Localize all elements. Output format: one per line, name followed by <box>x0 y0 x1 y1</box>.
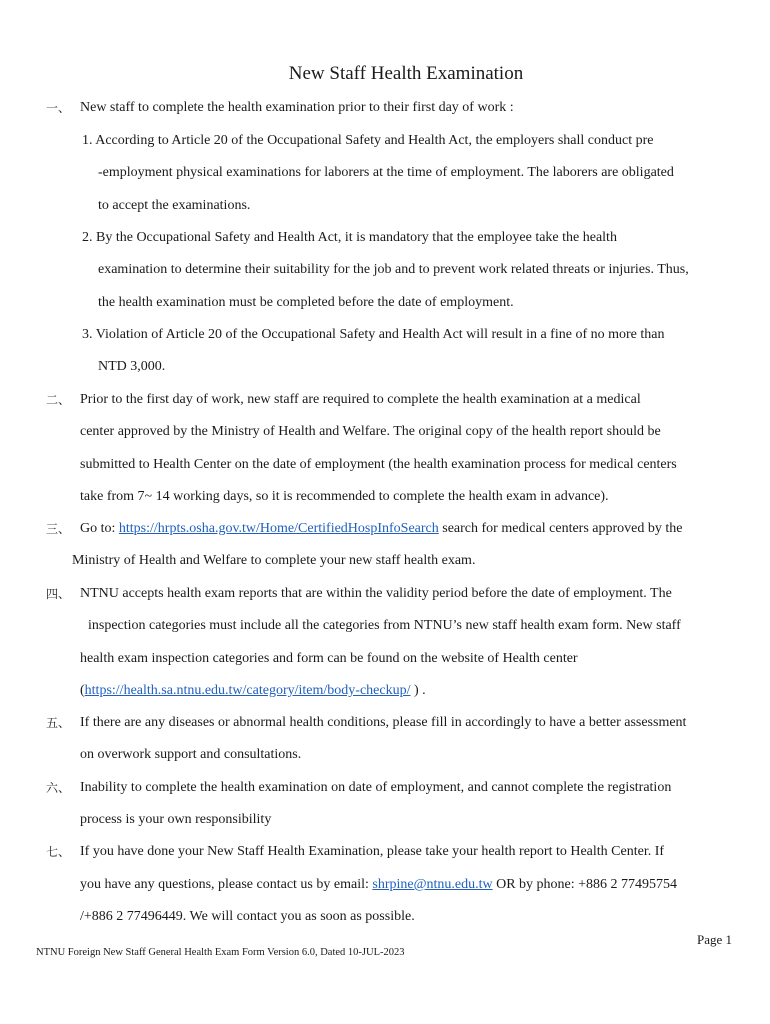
section-3-marker: 三、 <box>46 522 71 536</box>
page-title: New Staff Health Examination <box>288 63 524 84</box>
item-2-line-1: 2. By the Occupational Safety and Health Act, it is mandatory that the employee take the health <box>82 230 617 245</box>
section-2-marker: 二、 <box>46 393 71 407</box>
section-7-marker: 七、 <box>46 845 71 859</box>
health-center-body-checkup-link[interactable]: https://health.sa.ntnu.edu.tw/category/item/body-checkup/ <box>84 683 411 698</box>
item-3-line-2: NTD 3,000. <box>98 359 166 374</box>
section-4-line-2: inspection categories must include all the categories from NTNU’s new staff health exam form. New staff <box>88 618 681 633</box>
section-6-line-2: process is your own responsibility <box>80 812 272 827</box>
contact-email-link[interactable]: shrpine@ntnu.edu.tw <box>372 877 493 892</box>
section-3-text-post: search for medical centers approved by the <box>438 521 683 536</box>
section-4-line-4 <box>80 682 426 700</box>
section-3-line-2: Ministry of Health and Welfare to complete your new staff health exam. <box>72 553 476 568</box>
page-number: Page 1 <box>697 932 733 947</box>
section-2-line-1: Prior to the first day of work, new staff are required to complete the health examination at a medical <box>80 392 641 407</box>
section-7-text-pre: you have any questions, please contact us by email: <box>80 877 373 892</box>
section-2-line-2: center approved by the Ministry of Health and Welfare. The original copy of the health report should be <box>80 424 661 439</box>
section-5-line-2: on overwork support and consultations. <box>80 747 302 762</box>
section-3-line-1 <box>80 520 683 538</box>
section-7-text-post: OR by phone: +886 2 77495754 <box>492 877 678 892</box>
item-1-line-1: 1. According to Article 20 of the Occupational Safety and Health Act, the employers shall conduct pre <box>82 133 654 148</box>
item-3-line-1: 3. Violation of Article 20 of the Occupational Safety and Health Act will result in a fine of no more than <box>82 327 665 342</box>
item-2-line-2: examination to determine their suitability for the job and to prevent work related threats or injuries. Thus, <box>98 262 689 277</box>
item-1-line-2: -employment physical examinations for laborers at the time of employment. The laborers are obligated <box>98 165 674 180</box>
section-7-line-3: /+886 2 77496449. We will contact you as soon as possible. <box>80 909 415 924</box>
section-1-intro: New staff to complete the health examination prior to their first day of work : <box>80 100 514 115</box>
section-4-line-3: health exam inspection categories and form can be found on the website of Health center <box>80 651 578 666</box>
section-7-line-2 <box>80 876 677 894</box>
section-2-line-3: submitted to Health Center on the date of employment (the health examination process for medical centers <box>80 457 677 472</box>
section-4-text-post: ) . <box>410 683 426 698</box>
page-footer: NTNU Foreign New Staff General Health Exam Form Version 6.0, Dated 10-JUL-2023 <box>36 947 405 958</box>
section-1-marker: 一、 <box>46 101 71 115</box>
osha-hospital-search-link[interactable]: https://hrpts.osha.gov.tw/Home/CertifiedHospInfoSearch <box>118 521 439 536</box>
section-7-line-1: If you have done your New Staff Health Examination, please take your health report to Health Center. If <box>80 844 665 859</box>
item-2-line-3: the health examination must be completed before the date of employment. <box>98 295 514 310</box>
item-1-line-3: to accept the examinations. <box>98 198 251 213</box>
section-5-marker: 五、 <box>46 716 71 730</box>
section-5-line-1: If there are any diseases or abnormal health conditions, please fill in accordingly to have a better assessment <box>80 715 687 730</box>
section-4-line-1: NTNU accepts health exam reports that are within the validity period before the date of employment. The <box>80 586 672 601</box>
section-2-line-4: take from 7~ 14 working days, so it is recommended to complete the health exam in advance). <box>80 489 609 504</box>
section-3-text-pre: Go to: <box>80 521 119 536</box>
section-4-text-pre: ( <box>80 683 85 698</box>
section-6-marker: 六、 <box>46 781 71 795</box>
section-6-line-1: Inability to complete the health examination on date of employment, and cannot complete the registration <box>80 780 672 795</box>
section-4-marker: 四、 <box>46 587 71 601</box>
